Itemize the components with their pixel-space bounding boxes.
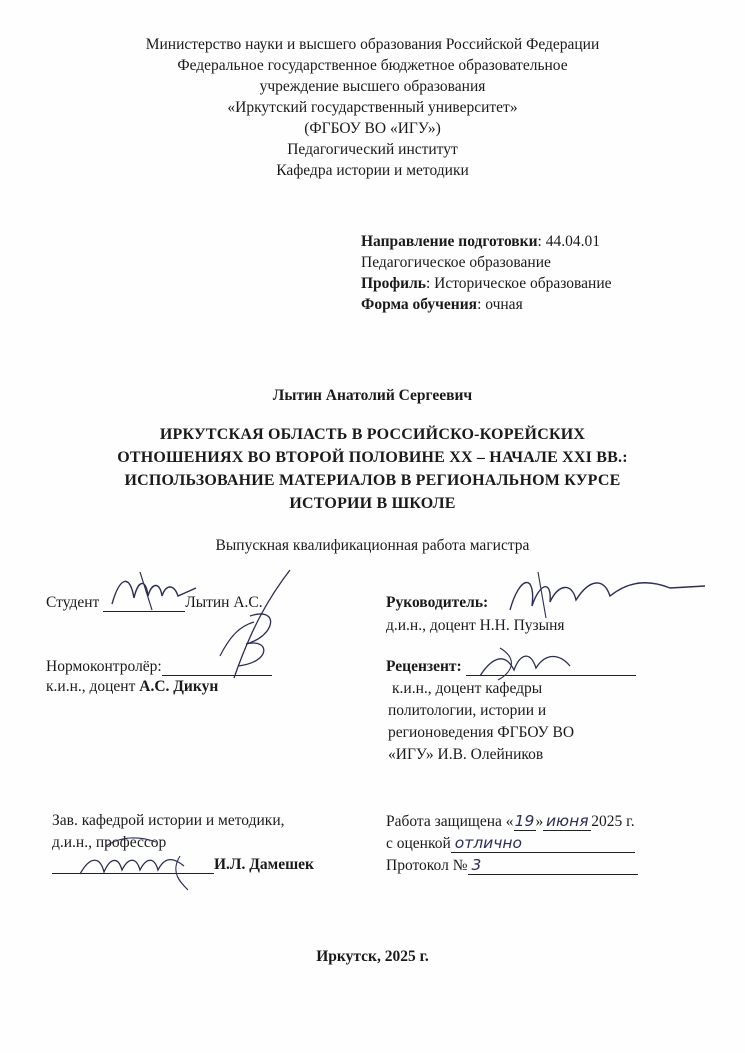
grade-value: отлично bbox=[451, 834, 635, 853]
defense-date-line: Работа защищена «19» июня 2025 г. bbox=[386, 812, 635, 830]
reviewer-details-1: к.и.н., доцент кафедры bbox=[392, 680, 543, 697]
supervisor-label: Руководитель: bbox=[386, 594, 489, 611]
head-of-dept-line bbox=[52, 856, 314, 874]
profile-line bbox=[361, 275, 612, 293]
direction-label: Направление подготовки bbox=[361, 233, 538, 250]
grade-label: с оценкой bbox=[386, 835, 451, 852]
title-line-3: ИСПОЛЬЗОВАНИЕ МАТЕРИАЛОВ В РЕГИОНАЛЬНОМ КУРСЕ bbox=[124, 472, 621, 489]
author-name: Лытин Анатолий Сергеевич bbox=[272, 387, 473, 404]
protocol-line bbox=[386, 856, 638, 875]
city-year: Иркутск, 2025 г. bbox=[316, 948, 429, 965]
direction-name: Педагогическое образование bbox=[361, 254, 551, 271]
profile-label: Профиль bbox=[361, 275, 426, 292]
reviewer-label: Рецензент: bbox=[386, 658, 462, 675]
defense-year: 2025 г. bbox=[591, 813, 635, 830]
direction-line bbox=[361, 233, 600, 251]
head-of-dept-name: И.Л. Дамешек bbox=[214, 856, 314, 873]
reviewer-details-2: политологии, истории и bbox=[388, 702, 547, 719]
university-name: «Иркутский государственный университет» bbox=[227, 99, 518, 116]
form-value: : очная bbox=[477, 296, 523, 313]
direction-value: : 44.04.01 bbox=[537, 233, 600, 250]
normcontrol-label: Нормоконтролёр: bbox=[46, 658, 162, 675]
title-line-2: ОТНОШЕНИЯХ ВО ВТОРОЙ ПОЛОВИНЕ XX – НАЧАЛЕ XXI ВВ.: bbox=[117, 449, 628, 466]
normcontrol-details: к.и.н., доцент А.С. Дикун bbox=[46, 678, 219, 695]
defense-day: 19 bbox=[514, 812, 535, 830]
supervisor-details: д.и.н., доцент Н.Н. Пузыня bbox=[386, 617, 565, 634]
title-line-4: ИСТОРИИ В ШКОЛЕ bbox=[289, 495, 456, 512]
student-name: Лытин А.С. bbox=[185, 594, 263, 611]
institution-type-line: учреждение высшего образования bbox=[259, 78, 486, 95]
defense-month: июня bbox=[543, 812, 591, 831]
student-signature-line bbox=[103, 611, 185, 612]
work-type: Выпускная квалификационная работа магистра bbox=[215, 537, 530, 554]
form-label: Форма обучения bbox=[361, 296, 478, 313]
reviewer-line bbox=[386, 658, 636, 676]
reviewer-details-4: «ИГУ» И.В. Олейников bbox=[388, 746, 544, 763]
department-name: Кафедра истории и методики bbox=[276, 162, 469, 179]
reviewer-signature-line bbox=[466, 675, 636, 676]
head-of-dept-title: Зав. кафедрой истории и методики, bbox=[52, 812, 285, 829]
head-signature-line bbox=[52, 873, 214, 874]
reviewer-details-3: регионоведения ФГБОУ ВО bbox=[388, 724, 575, 741]
protocol-number: 3 bbox=[468, 856, 638, 875]
university-abbr: (ФГБОУ ВО «ИГУ») bbox=[304, 120, 441, 137]
normcontrol-name: А.С. Дикун bbox=[139, 678, 219, 695]
protocol-label: Протокол № bbox=[386, 857, 468, 874]
student-line bbox=[46, 594, 263, 612]
federal-line: Федеральное государственное бюджетное образовательное bbox=[177, 57, 568, 74]
institute-name: Педагогический институт bbox=[287, 141, 458, 158]
title-line-1: ИРКУТСКАЯ ОБЛАСТЬ В РОССИЙСКО-КОРЕЙСКИХ bbox=[159, 426, 586, 443]
student-label: Студент bbox=[46, 594, 100, 611]
head-of-dept-degree: д.и.н., профессор bbox=[52, 834, 167, 851]
profile-value: : Историческое образование bbox=[425, 275, 612, 292]
grade-line bbox=[386, 834, 635, 853]
normcontrol-signature-line bbox=[162, 675, 272, 676]
normcontrol-line bbox=[46, 658, 272, 676]
ministry-line: Министерство науки и высшего образования Российской Федерации bbox=[145, 36, 600, 53]
form-line bbox=[361, 296, 523, 314]
